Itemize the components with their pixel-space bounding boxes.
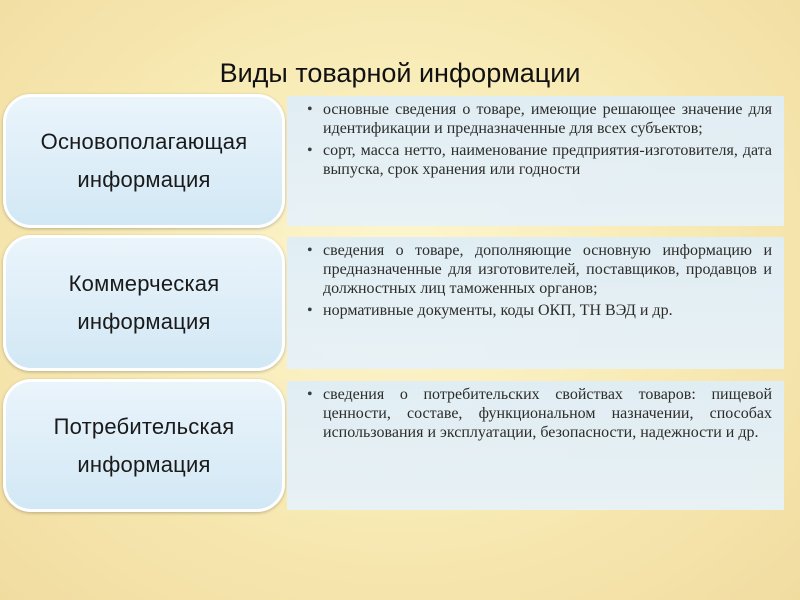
label-line-2: информация	[77, 451, 211, 477]
info-row-basic	[0, 94, 800, 228]
bullet-item	[305, 141, 772, 179]
label-line-1: Коммерческая	[68, 271, 220, 296]
label-box-commercial	[3, 235, 285, 371]
bullet-item	[305, 301, 772, 320]
bullet-list	[305, 100, 772, 179]
bullet-text: сведения о потребительских свойствах товаров: пищевой ценности, составе, функциональном назначении, способах использования и эксплуатации, безопасности, надежности и др.	[323, 386, 772, 441]
label-line-2: информация	[77, 309, 211, 334]
bullet-item	[305, 100, 772, 138]
bullet-dot-icon: •	[307, 386, 313, 403]
label-line-1: Основополагающая	[40, 129, 248, 154]
bullet-text: сведения о товаре, дополняющие основную информацию и предназначенные для изготовителей, поставщиков, продавцов и должностных лиц таможенных органов;	[323, 242, 772, 297]
label-line-2: информация	[77, 167, 211, 192]
content-box-commercial	[287, 237, 784, 369]
info-row-commercial	[0, 235, 800, 371]
label-line-1: Потребительская	[53, 413, 235, 439]
bullet-item	[305, 385, 772, 442]
slide-title: Виды товарной информации	[219, 58, 581, 88]
info-row-consumer	[0, 379, 800, 512]
bullet-dot-icon: •	[307, 142, 313, 159]
bullet-dot-icon: •	[307, 101, 313, 118]
bullet-dot-icon: •	[307, 242, 313, 259]
label-box-consumer	[3, 379, 285, 512]
bullet-text: нормативные документы, коды ОКП, ТН ВЭД и др.	[323, 302, 673, 319]
bullet-text: основные сведения о товаре, имеющие решающее значение для идентификации и предназначенные для всех субъектов;	[323, 101, 772, 137]
bullet-text: сорт, масса нетто, наименование предприятия-изготовителя, дата выпуска, срок хранения или годности	[323, 142, 772, 178]
content-box-consumer	[287, 381, 784, 510]
bullet-list	[305, 241, 772, 320]
content-box-basic	[287, 96, 784, 226]
bullet-item	[305, 241, 772, 298]
label-box-basic	[3, 94, 285, 228]
bullet-list	[305, 385, 772, 442]
bullet-dot-icon: •	[307, 302, 313, 319]
